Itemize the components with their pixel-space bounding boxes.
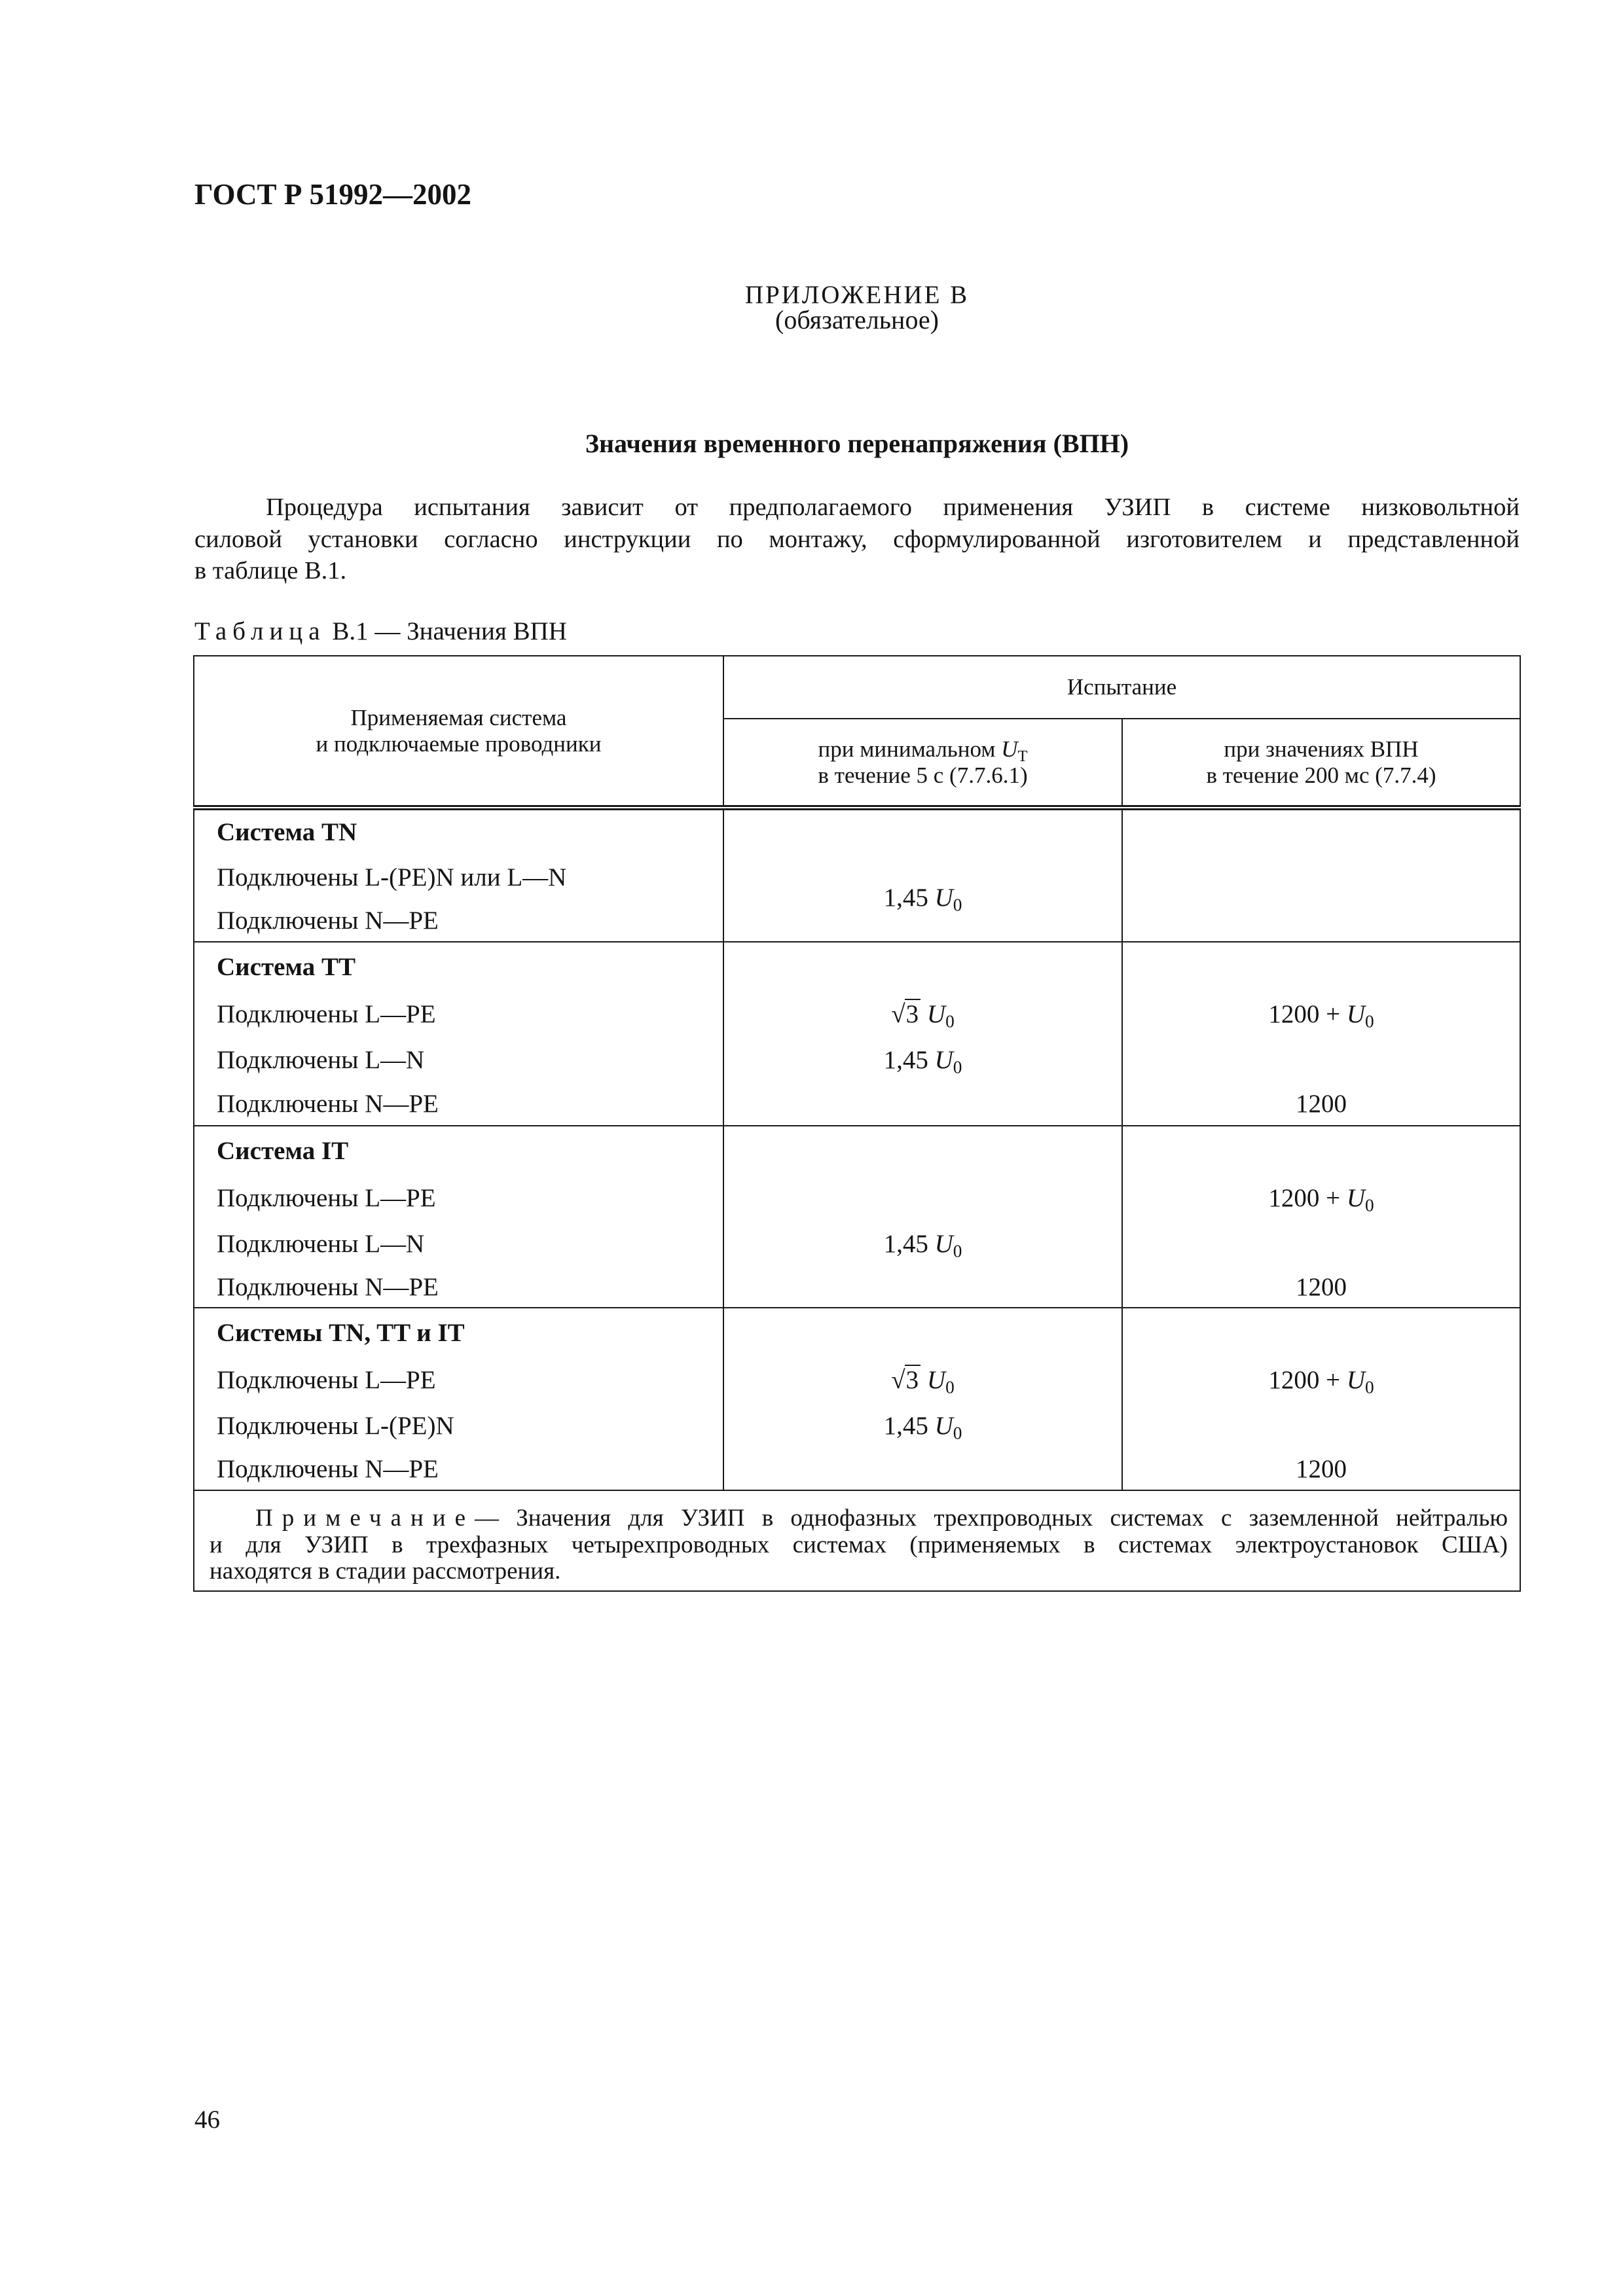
table-row: [194, 1037, 1520, 1083]
empty-cell: [723, 1266, 1122, 1308]
conductor-label: Подключены L-(PE)N: [217, 1411, 454, 1440]
table-head: [194, 656, 1520, 808]
value-coefficient: 1200: [1296, 1455, 1347, 1483]
header-tov-line1: при значениях ВПН: [1224, 736, 1419, 762]
value-subscript: 0: [953, 1057, 962, 1077]
note-line: [210, 1505, 1508, 1532]
table-group-tt: [194, 942, 1520, 1126]
empty-cell: [723, 1175, 1122, 1221]
header-min-ut: [723, 719, 1122, 808]
radical-sign: √: [891, 999, 905, 1028]
table-row: [194, 1126, 1520, 1175]
value-variable: U: [1346, 1183, 1365, 1212]
header-tov-line2: в течение 200 мс (7.7.4): [1206, 762, 1436, 788]
table-caption-text: В.1 — Значения ВПН: [332, 617, 567, 645]
conductor-label: Подключены N—PE: [217, 1272, 439, 1301]
value-coefficient: 1,45: [883, 1411, 928, 1440]
value-subscript: T: [1017, 747, 1028, 765]
table-row: [194, 1357, 1520, 1403]
conductor-label: Подключены N—PE: [217, 906, 439, 935]
table-note-section: [194, 1490, 1520, 1591]
table-row: [194, 1083, 1520, 1126]
radicand: 3: [905, 999, 921, 1028]
note-line: и для УЗИП в трехфазных четырехпроводных системах (применяемых в системах электроустановок США): [210, 1531, 1508, 1558]
table-row: [194, 991, 1520, 1037]
min-ut-value: [723, 854, 1122, 942]
empty-cell: [723, 1308, 1122, 1357]
header-system-line: и подключаемые проводники: [316, 730, 602, 757]
tov-value: [1122, 1357, 1520, 1403]
header-tov: [1122, 719, 1520, 808]
note-label: Примечание: [255, 1505, 475, 1532]
table-row: [194, 1490, 1520, 1591]
value-coefficient: 1200: [1296, 1272, 1347, 1301]
group-title: Системы TN, TT и IT: [194, 1308, 723, 1357]
empty-cell: [1122, 1221, 1520, 1266]
value-coefficient: 1,45: [883, 884, 928, 912]
table-group-it: [194, 1126, 1520, 1308]
value-subscript: 0: [1365, 1377, 1374, 1397]
min-ut-value: [723, 1403, 1122, 1448]
value-subscript: 0: [1365, 1195, 1374, 1215]
value-coefficient: 1200 +: [1268, 999, 1341, 1028]
intro-line: Процедура испытания зависит от предполагаемого применения УЗИП в системе низковольтной: [266, 493, 1520, 521]
tov-value: [1122, 991, 1520, 1037]
empty-cell: [1122, 808, 1520, 942]
table-caption-label: Таблица: [194, 617, 326, 645]
tov-value: [1122, 1083, 1520, 1126]
value-subscript: 0: [1365, 1011, 1374, 1031]
empty-cell: [723, 1126, 1122, 1175]
page-number: 46: [194, 2106, 220, 2134]
conductor-label: Подключены L-(PE)N или L—N: [217, 863, 567, 891]
empty-cell: [723, 942, 1122, 991]
conductor-label: Подключены L—PE: [217, 1183, 436, 1212]
value-subscript: 0: [945, 1011, 955, 1031]
empty-cell: [723, 1083, 1122, 1126]
min-ut-value: [723, 1357, 1122, 1403]
header-system-line: Применяемая система: [350, 704, 567, 730]
note-text: — Значения для УЗИП в однофазных трехпроводных системах с заземленной нейтралью: [475, 1505, 1508, 1532]
radicand: 3: [905, 1365, 921, 1394]
value-coefficient: 1200 +: [1268, 1365, 1341, 1394]
table-row: [194, 1175, 1520, 1221]
radical-sign: √: [891, 1365, 905, 1394]
tov-value: [1122, 1175, 1520, 1221]
value-subscript: 0: [953, 1423, 962, 1443]
value-coefficient: 1200 +: [1268, 1183, 1341, 1212]
min-ut-value: [723, 1221, 1122, 1266]
value-variable: U: [926, 999, 946, 1028]
table-row: [194, 1448, 1520, 1490]
empty-cell: [1122, 1308, 1520, 1357]
appendix-title: Значения временного перенапряжения (ВПН): [585, 429, 1129, 458]
header-system: [194, 656, 723, 808]
tov-value: [1122, 1266, 1520, 1308]
table-row: [194, 942, 1520, 991]
table-row: [194, 1308, 1520, 1357]
appendix-status: (обязательное): [775, 305, 939, 334]
value-coefficient: 1,45: [883, 1229, 928, 1258]
group-title: Система IT: [194, 1126, 723, 1175]
header-min-ut-line1: при минимальном: [818, 736, 996, 762]
conductor-label: Подключены L—PE: [217, 999, 436, 1028]
group-title: Система TN: [194, 808, 723, 854]
intro-paragraph: [194, 492, 1520, 587]
value-variable: U: [926, 1365, 946, 1394]
table-row: [194, 1221, 1520, 1266]
empty-cell: [1122, 942, 1520, 991]
conductor-label: Подключены L—PE: [217, 1365, 436, 1394]
tov-table: [193, 655, 1521, 1592]
table-row: [194, 808, 1520, 854]
appendix-label: ПРИЛОЖЕНИЕ В: [744, 281, 970, 309]
min-ut-value: [723, 991, 1122, 1037]
value-coefficient: 1200: [1296, 1090, 1347, 1118]
conductor-label: Подключены N—PE: [217, 1455, 439, 1483]
value-variable: U: [934, 1045, 953, 1074]
table-group-all: [194, 1308, 1520, 1490]
running-head: ГОСТ Р 51992—2002: [194, 178, 472, 211]
header-test: Испытание: [723, 656, 1520, 719]
intro-line: силовой установки согласно инструкции по монтажу, сформулированной изготовителем и представленной: [194, 525, 1520, 553]
min-ut-value: [723, 1037, 1122, 1083]
conductor-label: Подключены N—PE: [217, 1090, 439, 1118]
value-subscript: 0: [953, 1241, 962, 1261]
note-line: находятся в стадии рассмотрения.: [210, 1558, 561, 1585]
intro-line: в таблице В.1.: [194, 557, 347, 584]
value-variable: U: [1346, 1365, 1365, 1394]
conductor-label: Подключены L—N: [217, 1045, 425, 1074]
empty-cell: [1122, 1037, 1520, 1083]
value-variable: U: [1001, 736, 1018, 762]
empty-cell: [723, 1448, 1122, 1490]
value-subscript: 0: [953, 895, 962, 915]
table-row: [194, 1403, 1520, 1448]
header-min-ut-line2: в течение 5 с (7.7.6.1): [818, 762, 1028, 788]
empty-cell: [723, 808, 1122, 854]
value-variable: U: [1346, 999, 1365, 1028]
value-variable: U: [934, 1411, 953, 1440]
table-row: [194, 1266, 1520, 1308]
value-variable: U: [934, 884, 953, 912]
empty-cell: [1122, 1403, 1520, 1448]
table-caption: [194, 619, 567, 644]
group-title: Система TT: [194, 942, 723, 991]
table-note: [194, 1490, 1520, 1591]
conductor-label: Подключены L—N: [217, 1229, 425, 1258]
value-variable: U: [934, 1229, 953, 1258]
empty-cell: [1122, 1126, 1520, 1175]
table-group-tn: [194, 808, 1520, 942]
value-coefficient: 1,45: [883, 1045, 928, 1074]
value-subscript: 0: [945, 1377, 955, 1397]
tov-value: [1122, 1448, 1520, 1490]
